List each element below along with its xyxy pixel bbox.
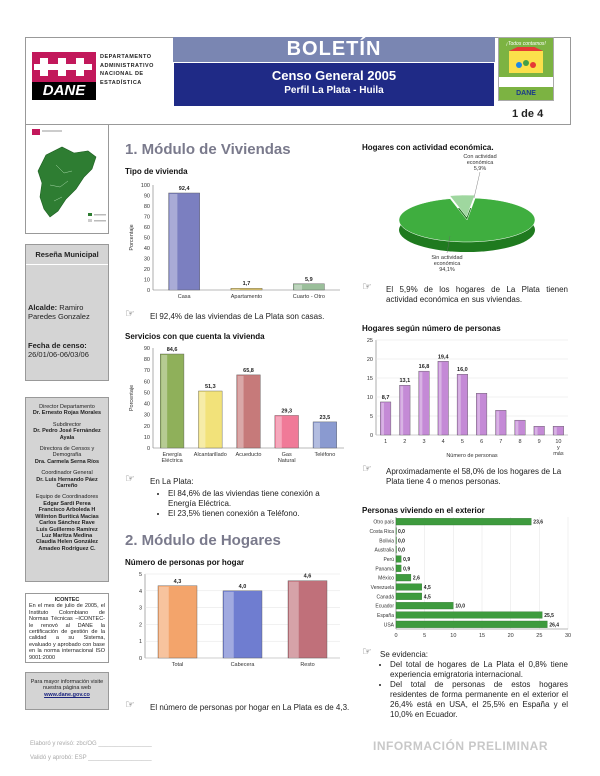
data-label: 4,0 (238, 583, 247, 590)
data-label: 16,0 (457, 367, 468, 374)
y-tick-label: 40 (143, 246, 150, 252)
data-label: 23,5 (319, 414, 331, 421)
preliminary-stamp: INFORMACIÓN PRELIMINAR (373, 739, 548, 753)
actividad-title: Hogares con actividad económica. (362, 143, 494, 152)
bar-highlight (554, 427, 557, 435)
bar (396, 602, 453, 609)
x-tick-label: 15 (478, 633, 486, 639)
data-label: 13,1 (399, 378, 411, 385)
servicios-note: En La Plata: • El 84,6% de las viviendas tiene conexión a Energía Eléctrica. • El 23,5% tienen conexión a Teléfono. (150, 477, 348, 519)
x-tick-label: Natural (277, 458, 296, 464)
actividad-pie-chart (362, 152, 572, 277)
y-tick-label: Bolivia (379, 538, 394, 545)
slice-label: Con actividad (463, 154, 497, 160)
y-tick-label: Venezuela (370, 585, 394, 591)
data-label: 0,9 (403, 557, 411, 563)
bar-highlight (535, 427, 538, 435)
y-tick-label: 50 (143, 390, 150, 397)
x-tick-label: 20 (507, 633, 514, 639)
y-tick-label: México (378, 575, 394, 582)
bar-highlight (238, 376, 244, 448)
x-tick-label: 25 (536, 633, 543, 639)
x-tick-label: 0 (394, 633, 398, 639)
y-tick-label: 0 (369, 433, 373, 439)
x-tick-label: 3 (422, 439, 426, 445)
dane-name: DEPARTAMENTO ADMINISTRATIVO NACIONAL DE ESTADÍSTICA (100, 54, 154, 86)
bar (396, 565, 401, 572)
slice-label: Sin actividad (431, 255, 463, 261)
data-label: 10,0 (455, 603, 466, 610)
municipal-overview (25, 244, 109, 381)
y-tick-label: 60 (143, 379, 150, 386)
bar-highlight (314, 423, 320, 448)
viviendas-heading: 1. Módulo de Viviendas (125, 141, 291, 158)
y-tick-label: 70 (143, 368, 150, 375)
y-axis-label: Porcentaje (129, 384, 135, 412)
slice-label: económica (433, 261, 461, 267)
bar (396, 556, 401, 563)
bar (396, 584, 422, 591)
x-tick-label: Teléfono (314, 452, 336, 458)
data-label: 65,8 (243, 367, 254, 374)
x-tick-label: Eléctrica (161, 458, 183, 464)
y-tick-label: 80 (143, 357, 150, 364)
x-tick-label: 9 (537, 439, 541, 445)
data-label: 0,9 (403, 566, 411, 573)
x-tick-label: 4 (441, 439, 445, 445)
y-tick-label: 20 (366, 357, 373, 363)
bar-highlight (381, 403, 384, 435)
exterior-note: Se evidencia: • Del total de hogares de La Plata el 0,8% tiene experiencia emigratoria internacional. • Del total de personas de estos hogares residentes de forma permanente en el exterior el 26,4% está en USA, el 25,5% en España y el 10,0% en Ecuador. (380, 650, 568, 720)
data-label: 4,3 (173, 578, 182, 585)
personas-hogar-chart (125, 568, 350, 668)
x-tick-label: 1 (384, 439, 388, 445)
bar (396, 518, 531, 525)
y-tick-label: Otro país (373, 519, 394, 526)
hogares-heading: 2. Módulo de Hogares (125, 532, 281, 549)
segun-personas-chart (362, 334, 572, 459)
y-tick-label: 40 (143, 401, 150, 408)
x-tick-label: Acueducto (235, 452, 262, 458)
y-tick-label: 60 (143, 225, 150, 231)
personas-hogar-note: El número de personas por hogar en La Plata es de 4,3. (150, 703, 350, 712)
servicios-chart (125, 342, 350, 470)
y-tick-label: 20 (143, 423, 150, 430)
x-tick-label: 8 (518, 439, 522, 445)
x-tick-label: Casa (177, 294, 191, 300)
y-tick-label: 30 (143, 256, 150, 263)
more-info-box: Para mayor información visite nuestra página web www.dane.gov.co (25, 672, 109, 710)
x-tick-label: 6 (480, 439, 484, 445)
subtitle-band (173, 62, 495, 107)
bar (396, 546, 397, 553)
overview-heading: Reseña Municipal (26, 245, 108, 265)
data-label: 23,6 (533, 519, 544, 526)
mayor-row: Alcalde: Ramiro Paredes Gonzalez (28, 303, 90, 321)
data-label: 29,3 (281, 408, 293, 415)
y-tick-label: Perú (383, 557, 394, 563)
bar-highlight (401, 386, 404, 435)
census-title: Censo General 2005 (271, 68, 397, 83)
bar-highlight (294, 285, 302, 290)
data-label: 1,7 (242, 281, 251, 288)
bar-highlight (497, 411, 500, 435)
x-tick-label: y (557, 445, 560, 451)
data-label: 16,8 (418, 364, 430, 371)
x-tick-label: 5 (423, 633, 427, 639)
y-tick-label: Ecuador (375, 603, 394, 610)
y-tick-label: 80 (143, 204, 150, 210)
exterior-chart (362, 515, 572, 643)
y-tick-label: 4 (138, 588, 142, 595)
y-tick-label: USA (383, 622, 394, 629)
y-tick-label: 10 (366, 395, 373, 401)
y-tick-label: 25 (366, 338, 373, 344)
y-tick-label: 15 (366, 376, 373, 382)
page-number: 1 de 4 (512, 108, 544, 120)
y-tick-label: 30 (143, 412, 150, 419)
bar-highlight (516, 421, 519, 435)
y-tick-label: 5 (138, 572, 142, 578)
pointing-hand-icon: ☞ (362, 281, 372, 293)
x-tick-label: 5 (460, 439, 464, 445)
pointing-hand-icon: ☞ (125, 473, 135, 485)
data-label: 5,9 (305, 276, 313, 283)
bar-highlight (289, 582, 299, 658)
y-tick-label: 0 (146, 446, 150, 452)
y-tick-label: 50 (143, 235, 150, 242)
x-tick-label: Energía (162, 452, 182, 458)
dane-website-link[interactable]: www.dane.gov.co (44, 691, 90, 698)
location-map (25, 124, 109, 234)
x-tick-label: Alcantarillado (193, 452, 227, 458)
approved-by: Validó y aprobó: ESP ___________________ (30, 755, 152, 761)
bar-highlight (477, 394, 480, 435)
data-label: 26,4 (549, 622, 560, 629)
data-label: 92,4 (178, 185, 190, 192)
y-tick-label: Panamá (375, 566, 394, 573)
pointing-hand-icon: ☞ (125, 699, 135, 711)
servicios-title: Servicios con que cuenta la vivienda (125, 332, 265, 341)
y-tick-label: 10 (143, 277, 150, 284)
y-tick-label: 0 (138, 656, 142, 662)
bar-highlight (276, 416, 282, 448)
data-label: 51,3 (204, 384, 216, 390)
slice-value: 5,9% (473, 166, 487, 172)
x-tick-label: Resto (300, 662, 315, 668)
bar (396, 612, 542, 619)
data-label: 19,4 (437, 354, 449, 361)
data-label: 0,0 (398, 538, 405, 545)
bar-highlight (159, 587, 169, 658)
bar (396, 537, 397, 544)
data-label: 4,6 (303, 573, 312, 580)
x-axis-label: Número de personas (446, 453, 498, 459)
x-tick-label: 10 (555, 439, 562, 445)
tipo-vivienda-chart (125, 177, 350, 302)
x-tick-label: 2 (403, 439, 407, 445)
y-tick-label: 1 (138, 639, 142, 646)
bar-highlight (420, 372, 423, 435)
exterior-title: Personas viviendo en el exterior (362, 506, 485, 515)
y-tick-label: Costa Rica (369, 529, 394, 535)
y-tick-label: 10 (143, 434, 150, 441)
data-label: 4,5 (423, 594, 431, 601)
segun-personas-title: Hogares según número de personas (362, 324, 501, 333)
census-date-row: Fecha de censo: 26/01/06-06/03/06 (28, 341, 89, 359)
personas-hogar-title: Número de personas por hogar (125, 558, 245, 567)
bar (396, 528, 397, 535)
bar-highlight (439, 362, 442, 435)
actividad-note: El 5,9% de los hogares de La Plata tienen actividad económica en sus viviendas. (386, 285, 568, 304)
x-tick-label: Gas (281, 452, 292, 458)
slice-value: 94,1% (439, 267, 455, 273)
data-label: 2,6 (412, 575, 420, 582)
y-tick-label: 100 (140, 183, 150, 189)
tipo-vivienda-note: El 92,4% de las viviendas de La Plata son casas. (150, 312, 325, 321)
data-label: 0,0 (398, 529, 405, 535)
x-tick-label: Apartamento (230, 294, 263, 300)
y-tick-label: 20 (143, 267, 150, 273)
y-tick-label: Australia (374, 547, 394, 554)
y-tick-label: 2 (138, 622, 142, 629)
staff-directory: Director Departamento Dr. Ernesto Rojas Morales Subdirector Dr. Pedro José Fernández Ayala Directora de Censos y Demografía Dra. Carmela Serna Ríos Coordinador General Dr. Luis Hernando Páez Carreño Equipo de Coordinadores Edgar Sardi Perea Francisco Arboleda H Wilinton Buriticá Macias Carlos Sánchez Rave Luis Guillermo Ramírez Luz Maritza Medina Claudia Helen González Amadeo Rodríguez C. (25, 397, 109, 582)
y-tick-label: 5 (369, 414, 373, 420)
y-tick-label: 0 (146, 288, 150, 294)
data-label: 84,6 (166, 347, 178, 353)
x-tick-label: más (553, 451, 564, 457)
y-tick-label: 90 (143, 346, 150, 352)
x-tick-label: 7 (499, 439, 503, 445)
bar-highlight (232, 289, 240, 290)
segun-personas-note: Aproximadamente el 58,0% de los hogares de La Plata tiene 4 o menos personas. (386, 467, 562, 486)
profile-title: Perfil La Plata - Huila (284, 85, 384, 96)
bar (396, 593, 422, 600)
census-badge-logo: ¡Todos contamos! DANE (498, 37, 554, 101)
y-tick-label: España (377, 613, 394, 619)
data-label: 25,5 (544, 613, 554, 619)
x-tick-label: 30 (564, 633, 572, 639)
y-tick-label: 70 (143, 214, 150, 221)
bar-highlight (161, 355, 167, 448)
x-tick-label: 10 (450, 633, 457, 639)
bar-highlight (224, 592, 234, 658)
dane-wordmark: DANE (32, 82, 96, 100)
y-tick-label: 90 (143, 193, 150, 200)
y-axis-label: Porcentaje (129, 224, 135, 251)
data-label: 4,5 (423, 585, 431, 591)
icontec-note: ICONTEC En el mes de julio de 2005, el Instituto Colombiano de Normas Técnicas –ICONTEC- le renovó al DANE la certificación de gestión de la calidad a su Sistema, evaluado y aprobado con base en la norma internacional ISO 9001:2000 (25, 593, 109, 663)
data-label: 0,0 (398, 547, 405, 554)
y-tick-label: Canadá (376, 594, 394, 601)
x-tick-label: Total (171, 662, 184, 668)
pointing-hand-icon: ☞ (362, 646, 372, 658)
leader-line (474, 172, 480, 198)
y-tick-label: 3 (138, 605, 142, 612)
data-label: 8,7 (381, 394, 390, 401)
x-tick-label: Cabecera (230, 662, 255, 668)
pointing-hand-icon: ☞ (125, 308, 135, 320)
bar (396, 574, 411, 581)
slice-label: económica (466, 160, 494, 166)
bar-highlight (170, 194, 178, 290)
bulletin-title: BOLETÍN (173, 37, 495, 62)
tipo-vivienda-title: Tipo de vivienda (125, 167, 188, 176)
prepared-by: Elaboró y revisó: zbc/OG ________________ (30, 741, 152, 747)
bar (396, 621, 547, 628)
bar-highlight (199, 392, 205, 448)
bar-highlight (458, 375, 461, 435)
pointing-hand-icon: ☞ (362, 463, 372, 475)
x-tick-label: Cuarto - Otro (292, 294, 325, 300)
